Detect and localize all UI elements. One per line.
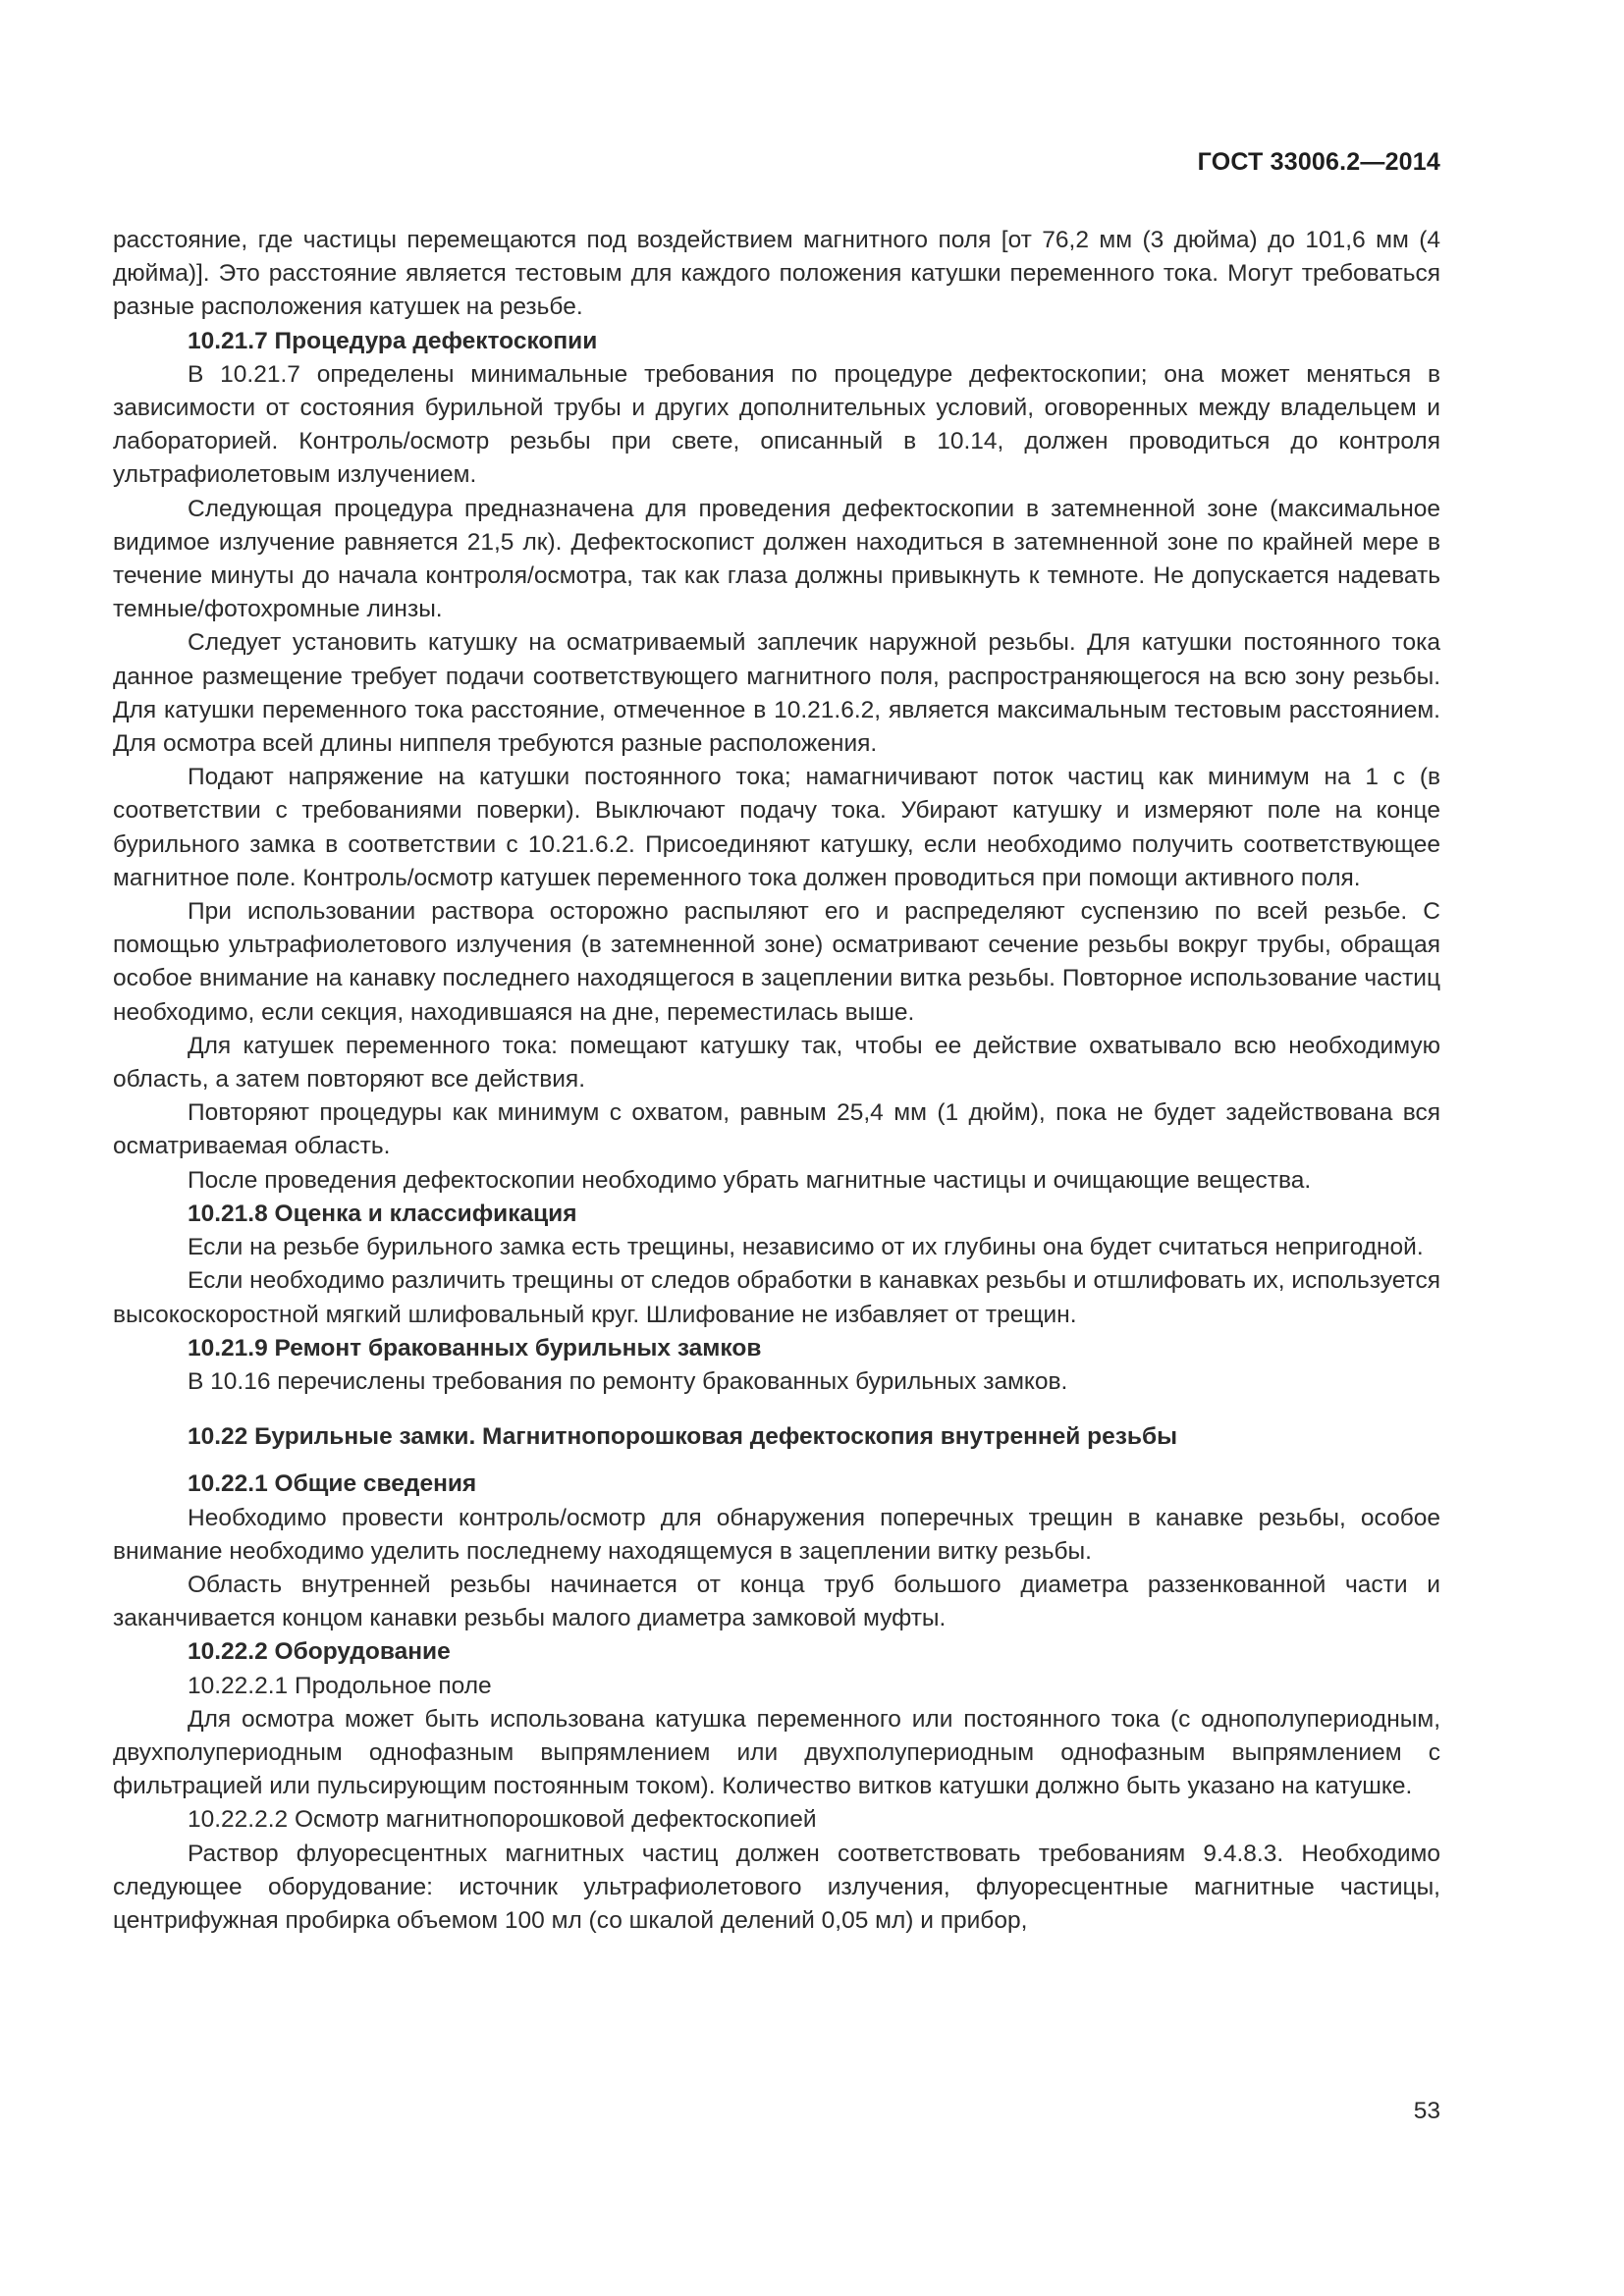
subsection-heading: 10.21.8 Оценка и классификация [188, 1200, 577, 1227]
page-number: 53 [1413, 2098, 1440, 2124]
body-text [113, 224, 1440, 1938]
paragraph: В 10.21.7 определены минимальные требования по процедуре дефектоскопии; она может меняться в зависимости от состояния бурильной трубы и других дополнительных условий, оговоренных между владельцем и лабораторией. Контроль/осмотр резьбы при свете, описанный в 10.14, должен проводиться до контроля ультрафиолетовым излучением. [113, 360, 1440, 489]
paragraph: После проведения дефектоскопии необходимо убрать магнитные частицы и очищающие вещества. [188, 1166, 1312, 1194]
section-heading: 10.22 Бурильные замки. Магнитнопорошковая дефектоскопия внутренней резьбы [188, 1423, 1178, 1451]
paragraph: Подают напряжение на катушки постоянного тока; намагничивают поток частиц как минимум на 1 с (в соответствии с требованиями поверки). Выключают подачу тока. Убирают катушку и измеряют поле на конце бурильного замка в соответствии с 10.21.6.2. Присоединяют катушку, если необходимо получить соответствующее магнитное поле. Контроль/осмотр катушек переменного тока должен проводиться при помощи активного поля. [113, 764, 1440, 891]
paragraph: Повторяют процедуры как минимум с охватом, равным 25,4 мм (1 дюйм), пока не будет задействована вся осматриваемая область. [113, 1099, 1440, 1160]
paragraph: Следующая процедура предназначена для проведения дефектоскопии в затемненной зоне (максимальное видимое излучение равняется 21,5 лк). Дефектоскопист должен находиться в затемненной зоне по крайней мере в течение минуты до начала контроля/осмотра, так как глаза должны привыкнуть к темноте. Не допускается надевать темные/фотохромные линзы. [113, 495, 1440, 623]
subsection-heading: 10.22.2 Оборудование [188, 1638, 451, 1666]
paragraph: В 10.16 перечислены требования по ремонту бракованных бурильных замков. [188, 1367, 1068, 1395]
subsection-heading: 10.21.7 Процедура дефектоскопии [188, 327, 598, 354]
paragraph: Необходимо провести контроль/осмотр для обнаружения поперечных трещин в канавке резьбы, особое внимание необходимо уделить последнему находящемуся в зацеплении витку резьбы. [113, 1504, 1440, 1565]
paragraph: Следует установить катушку на осматриваемый заплечик наружной резьбы. Для катушки постоянного тока данное размещение требует подачи соответствующего магнитного поля, распространяющегося на всю зону резьбы. Для катушки переменного тока расстояние, отмеченное в 10.21.6.2, является максимальным тестовым расстоянием. Для осмотра всей длины ниппеля требуются разные расположения. [113, 629, 1440, 758]
paragraph: При использовании раствора осторожно распыляют его и распределяют суспензию по всей резьбе. С помощью ультрафиолетового излучения (в затемненной зоне) осматривают сечение резьбы вокруг трубы, обращая особое внимание на канавку последнего находящегося в зацеплении витка резьбы. Повторное использование частиц необходимо, если секция, находившаяся на дне, переместилась выше. [113, 898, 1440, 1026]
paragraph: Область внутренней резьбы начинается от конца труб большого диаметра раззенкованной части и заканчивается концом канавки резьбы малого диаметра замковой муфты. [113, 1571, 1440, 1632]
subsection-heading: 10.21.9 Ремонт бракованных бурильных замков [188, 1334, 762, 1362]
paragraph: расстояние, где частицы перемещаются под воздействием магнитного поля [от 76,2 мм (3 дюйма) до 101,6 мм (4 дюйма)]. Это расстояние является тестовым для каждого положения катушки переменного тока. Могут требоваться разные расположения катушек на резьбе. [113, 227, 1440, 321]
paragraph: Раствор флуоресцентных магнитных частиц должен соответствовать требованиям 9.4.8.3. Необходимо следующее оборудование: источник ультрафиолетового излучения, флуоресцентные магнитные частицы, центрифужная пробирка объемом 100 мл (со шкалой делений 0,05 мл) и прибор, [113, 1840, 1440, 1934]
paragraph: Для катушек переменного тока: помещают катушку так, чтобы ее действие охватывало всю необходимую область, а затем повторяют все действия. [113, 1032, 1440, 1094]
subsection-heading: 10.22.1 Общие сведения [188, 1470, 477, 1498]
document-header: ГОСТ 33006.2—2014 [1197, 148, 1440, 176]
clause-title: 10.22.2.2 Осмотр магнитнопорошковой дефектоскопией [188, 1806, 817, 1834]
clause-title: 10.22.2.1 Продольное поле [188, 1672, 492, 1699]
paragraph: Если необходимо различить трещины от следов обработки в канавках резьбы и отшлифовать их, используется высокоскоростной мягкий шлифовальный круг. Шлифование не избавляет от трещин. [113, 1267, 1440, 1328]
paragraph: Для осмотра может быть использована катушка переменного или постоянного тока (с однополупериодным, двухполупериодным однофазным выпрямлением или двухполупериодным однофазным выпрямлением с фильтрацией или пульсирующим постоянным током). Количество витков катушки должно быть указано на катушке. [113, 1705, 1440, 1800]
paragraph: Если на резьбе бурильного замка есть трещины, независимо от их глубины она будет считаться непригодной. [188, 1234, 1424, 1261]
